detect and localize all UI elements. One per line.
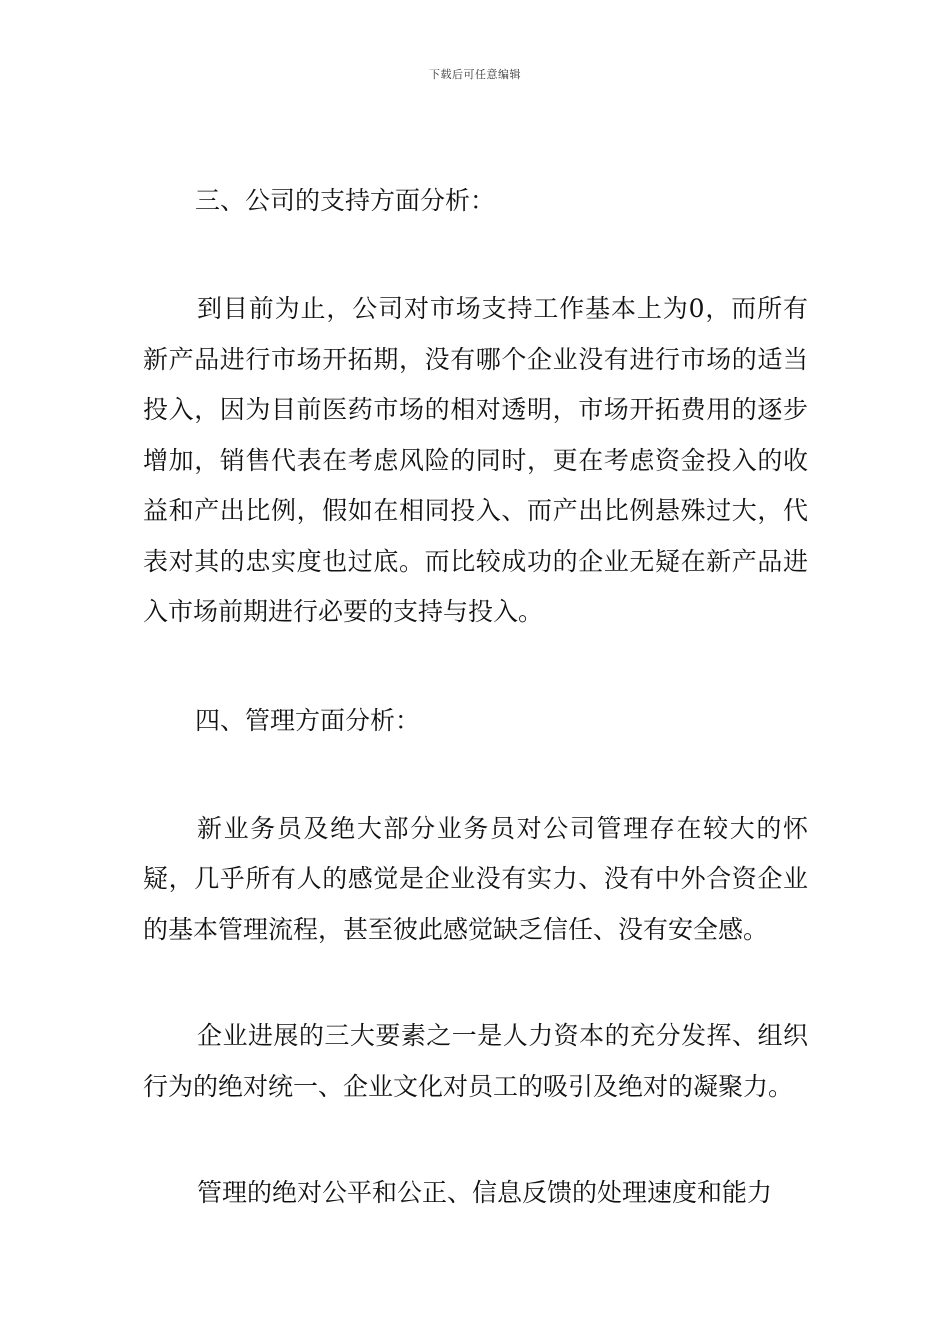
paragraph-management-fairness: 管理的绝对公平和公正、信息反馈的处理速度和能力	[197, 1178, 773, 1207]
spacer	[143, 746, 808, 804]
spacer	[143, 638, 808, 696]
spacer	[143, 226, 808, 284]
paragraph-support-analysis: 到目前为止，公司对市场支持工作基本上为0，而所有新产品进行市场开拓期，没有哪个企业没有进行市场的适当投入，因为目前医药市场的相对透明，市场开拓费用的逐步增加，销售代表在考虑风险的同时，更在考虑资金投入的收益和产出比例，假如在相同投入、而产出比例悬殊过大，代表对其的忠实度也过底。而比较成功的企业无疑在新产品进入市场前期进行必要的支持与投入。	[143, 294, 808, 626]
paragraph-management-elements: 企业进展的三大要素之一是人力资本的充分发挥、组织行为的绝对统一、企业文化对员工的吸引及绝对的凝聚力。	[143, 1021, 808, 1101]
spacer	[143, 955, 808, 1011]
section-heading-support: 三、公司的支持方面分析：	[195, 186, 496, 215]
paragraph-management-doubt: 新业务员及绝大部分业务员对公司管理存在较大的怀疑，几乎所有人的感觉是企业没有实力、没有中外合资企业的基本管理流程，甚至彼此感觉缺乏信任、没有安全感。	[143, 813, 808, 944]
spacer	[143, 1112, 808, 1168]
document-body	[143, 176, 808, 1219]
section-heading-management: 四、管理方面分析：	[195, 705, 421, 735]
page-header-note: 下载后可任意编辑	[429, 68, 521, 81]
